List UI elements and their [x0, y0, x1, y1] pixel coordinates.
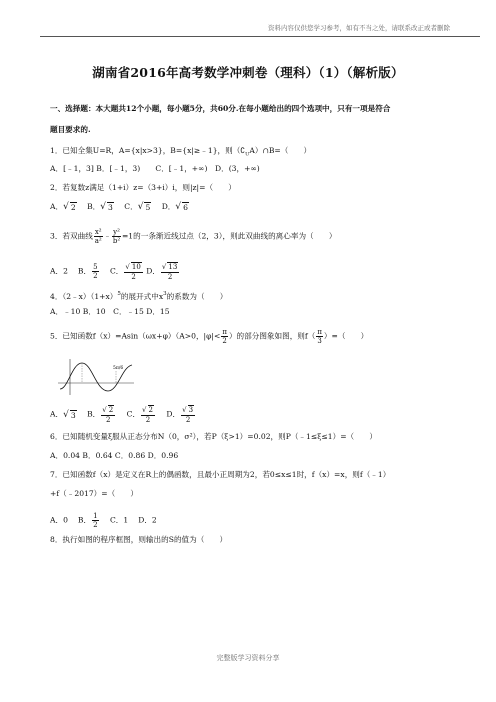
- question-6-stem: 6．已知随机变量ξ服从正态分布N（0，σ²），若P（ξ>1）=0.02，则P（﹣1≤ξ≤1）=（ ）: [50, 432, 377, 441]
- fraction: $\frac{\pi}{2}$: [222, 328, 227, 345]
- question-7-line2: +f（﹣2017）=（ ）: [50, 489, 139, 498]
- page-header: [40, 22, 480, 37]
- fraction: $\frac{\pi}{3}$: [317, 328, 322, 345]
- fraction: $\frac{\text{x²}}{\text{a²}}$: [94, 228, 102, 245]
- question-1-options: A．[﹣1，3] B．[﹣1，3) C．[﹣1，+∞) D．(3，+∞): [50, 164, 260, 173]
- document-title: 湖南省2016年高考数学冲刺卷（理科）（1）（解析版）: [92, 65, 404, 80]
- question-7-options: A．0 B． $\frac{1}{2}$ C．1 D．2: [50, 512, 157, 529]
- question-8-stem: 8．执行如图的程序框图，则输出的S的值为（ ）: [50, 535, 228, 544]
- sine-function-graph: [56, 357, 136, 397]
- fraction: $\frac{5}{2}$: [93, 263, 98, 280]
- question-3-stem: 3．若双曲线 $\frac{\text{x²}}{\text{a²}}$ ﹣ $\frac{\text{y²}}{\text{b²}}$ =1的一条渐近线过点（2，3），则此双曲线的离心率为（ ）: [50, 228, 337, 245]
- fraction: $\frac{√ 2}{2}$: [102, 406, 114, 424]
- fraction: $\frac{√ 13}{2}$: [161, 263, 178, 281]
- header-text: 资料内容仅供您学习参考，如有不当之处，请联系改正或者删除: [268, 24, 450, 32]
- section-heading-line2: 题目要求的.: [50, 125, 91, 134]
- question-4-stem: 4．$(2﹣x)(1+x)^5$的展开式中$x^3$的系数为（ ）: [50, 291, 228, 301]
- question-4-options: A．﹣10 B．10 C．﹣15 D．15: [50, 307, 170, 316]
- graph-label: 5π/6: [113, 366, 124, 371]
- fraction: $\frac{√ 2}{2}$: [142, 406, 153, 424]
- question-3-options: A．2 B． $\frac{5}{2}$ C． $\frac{√ 10}{2}$ D． $\frac{√ 13}{2}$: [50, 263, 178, 281]
- page-footer: 完整版学习资料分享: [216, 654, 280, 662]
- fraction: $\frac{1}{2}$: [93, 512, 98, 529]
- fraction: $\frac{\text{y²}}{\text{b²}}$: [112, 228, 121, 245]
- question-1-stem: 1．已知全集U=R，A={x|x>3}，B={x|≥﹣1}，则$(∁_UA)\cap B=$（ ）: [50, 146, 312, 158]
- question-5-stem: 5．已知函数f（x）=Asin（ωx+φ）（A>0，|φ|< $\frac{\pi}{2}$ ）的部分图象如图，则f（ $\frac{\pi}{3}$ ）=（ ）: [50, 328, 369, 345]
- fraction: $\frac{√ 10}{2}$: [125, 263, 141, 281]
- question-2-stem: 2．若复数z满足（1+i）z=（3+i）i，则|z|=（ ）: [50, 183, 236, 192]
- question-5-options: A． √ 3 B． $\frac{√ 2}{2}$ C． $\frac{√ 2}{2}$ D． $\frac{√ 3}{2}$: [50, 406, 194, 424]
- question-2-options: A． √ 2 B． √ 3 C． √ 5 D． √ 6: [50, 202, 188, 212]
- fraction: $\frac{√ 3}{2}$: [182, 406, 194, 424]
- question-7-line1: 7．已知函数f（x）是定义在R上的偶函数，且最小正周期为2，若0≤x≤1时，f（x）=x，则f（﹣1）: [50, 470, 391, 479]
- question-6-options: A．0.04 B．0.64 C．0.86 D．0.96: [50, 451, 179, 460]
- section-heading-line1: 一、选择题：本大题共12个小题，每小题5分，共60分.在每小题给出的四个选项中，只有一项是符合: [50, 104, 391, 113]
